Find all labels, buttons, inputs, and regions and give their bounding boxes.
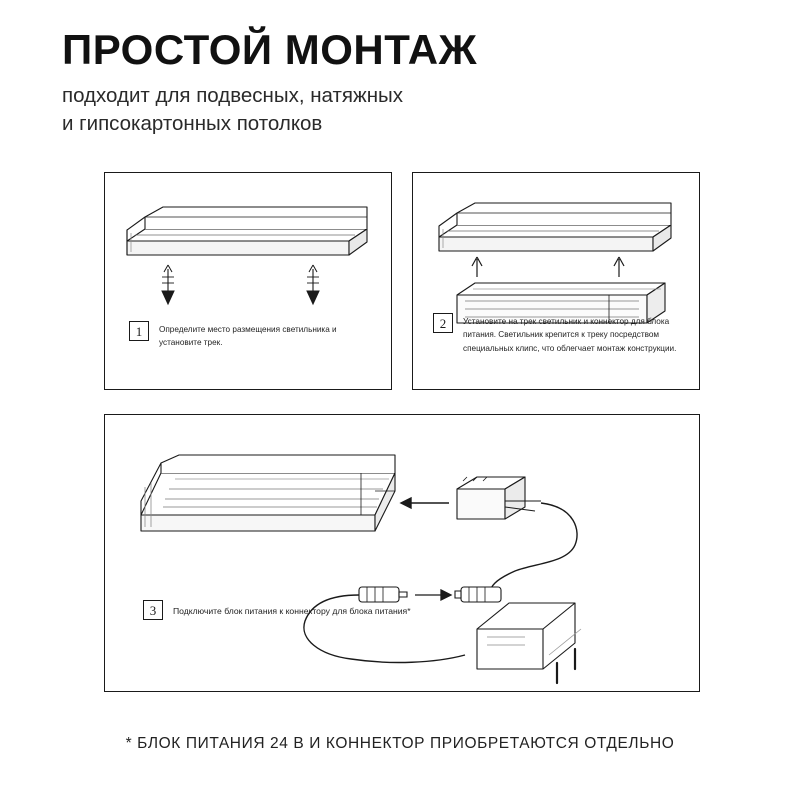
step-2-text: Установите на трек светильник и коннектор для блока питания. Светильник крепится к треку посредством специальных клипс, что облегчает монтаж конструкции.: [463, 317, 677, 353]
page-title: ПРОСТОЙ МОНТАЖ: [62, 26, 478, 73]
step-3-text: Подключите блок питания к коннектору для блока питания*: [173, 606, 411, 616]
header: [62, 28, 762, 139]
step-1-caption: [129, 321, 379, 350]
page-subtitle: [62, 82, 762, 139]
step-2-caption: [433, 313, 691, 355]
step-1-number: 1: [129, 321, 149, 341]
luminaire-insert-icon: [413, 173, 701, 391]
track-mounting-icon: [105, 173, 393, 391]
subtitle-line-2: и гипсокартонных потолков: [62, 112, 323, 136]
step-3-caption: [143, 600, 663, 620]
step-3-number: 3: [143, 600, 163, 620]
step-panel-2: [412, 172, 700, 390]
step-panel-1: [104, 172, 392, 390]
step-1-text: Определите место размещения светильника и установите трек.: [159, 325, 337, 348]
power-supply-connect-icon: [105, 415, 701, 693]
step-panel-3: [104, 414, 700, 692]
subtitle-line-1: подходит для подвесных, натяжных: [62, 84, 404, 108]
footer-note: * БЛОК ПИТАНИЯ 24 В И КОННЕКТОР ПРИОБРЕТАЮТСЯ ОТДЕЛЬНО: [125, 735, 675, 752]
step-2-number: 2: [433, 313, 453, 333]
